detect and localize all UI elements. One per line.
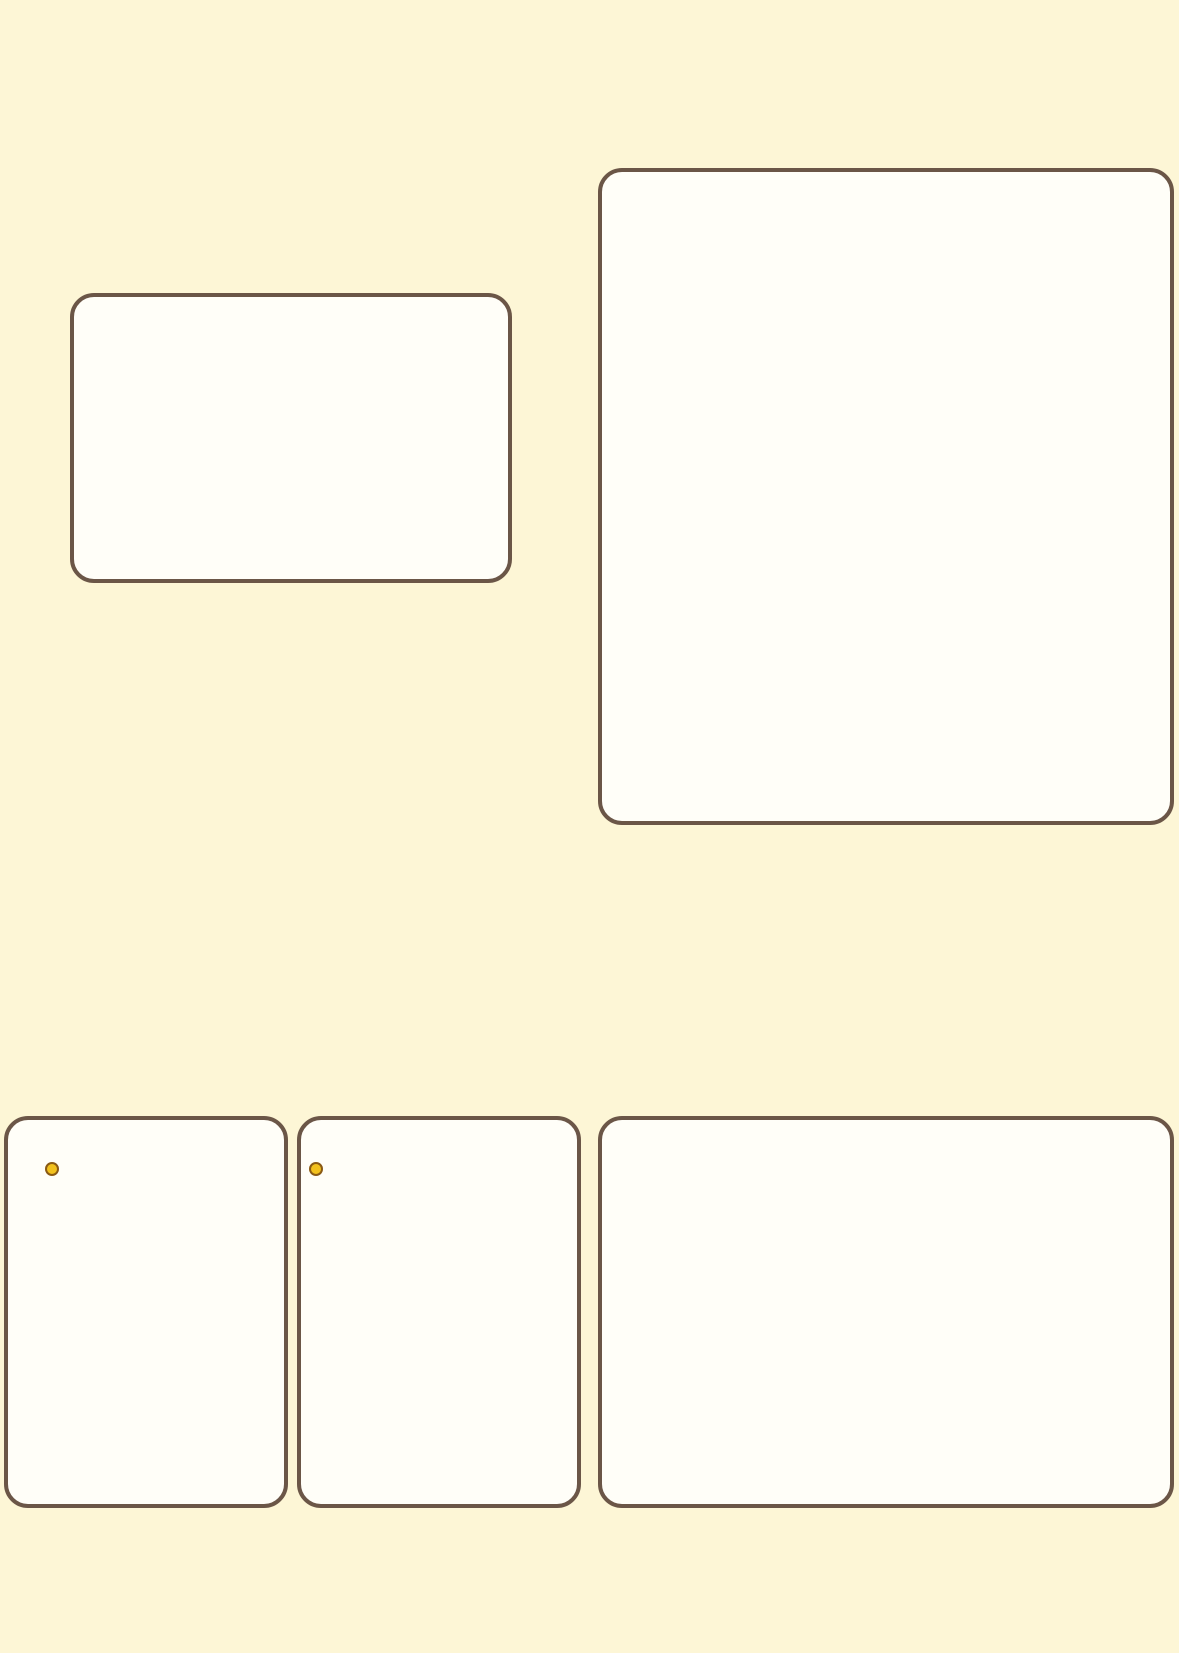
time-slots: [20, 608, 570, 622]
mat-menu-box: [297, 1116, 581, 1508]
sunflower-border-middle: [0, 825, 1179, 945]
reservation-steps-box: [70, 293, 512, 583]
sunflower-icon: [45, 1162, 59, 1176]
fees-box: [598, 168, 1174, 825]
sunflower-icon: [309, 1162, 323, 1176]
international-box: [598, 1116, 1174, 1508]
sunflower-border-top: [0, 0, 1179, 95]
wash-menu-box: [4, 1116, 288, 1508]
